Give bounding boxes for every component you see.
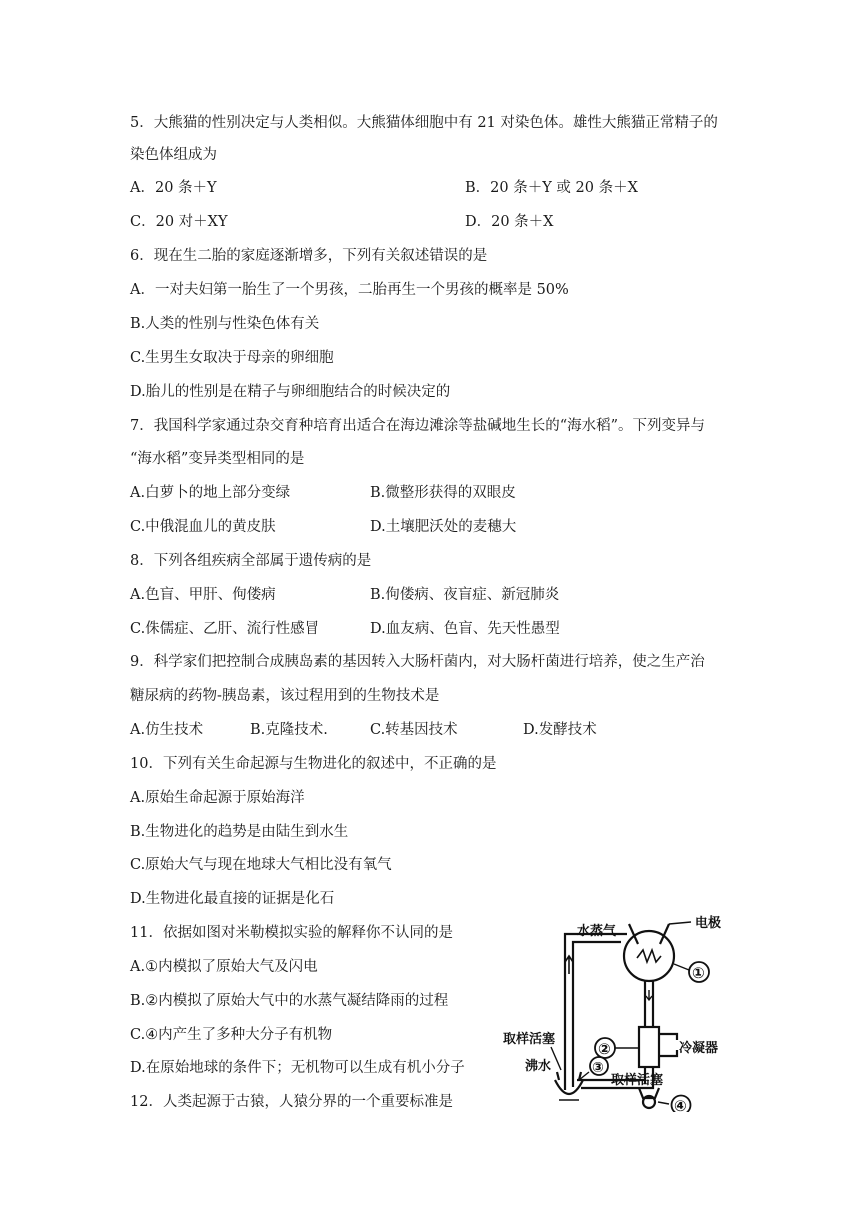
q7-option-b: B.微整形获得的双眼皮: [370, 485, 516, 501]
q8-option-d: D.血友病、色盲、先天性愚型: [370, 621, 560, 637]
q12-stem: 12．人类起源于古猿，人猿分界的一个重要标准是: [130, 1094, 453, 1110]
q6-option-b: B.人类的性别与性染色体有关: [130, 316, 320, 332]
q9-option-d: D.发酵技术: [523, 722, 597, 738]
q5-option-b: B．20 条＋Y 或 20 条＋X: [465, 180, 638, 196]
q6-option-c: C.生男生女取决于母亲的卵细胞: [130, 350, 334, 366]
diagram-label-boiling: 沸水: [525, 1059, 552, 1074]
diagram-label-vapor: 水蒸气: [577, 924, 617, 939]
q11-option-c: C.④内产生了多种大分子有机物: [130, 1027, 333, 1043]
q8-option-a: A.色盲、甲肝、佝偻病: [130, 587, 276, 603]
q10-option-b: B.生物进化的趋势是由陆生到水生: [130, 824, 349, 840]
q7-stem-line1: 7．我国科学家通过杂交育种培育出适合在海边滩涂等盐碱地生长的“海水稻”。下列变异与: [130, 418, 706, 434]
q6-option-d: D.胎儿的性别是在精子与卵细胞结合的时候决定的: [130, 384, 451, 400]
q8-option-b: B.佝偻病、夜盲症、新冠肺炎: [370, 587, 560, 603]
q5-option-d: D．20 条＋X: [465, 214, 554, 230]
q8-stem: 8．下列各组疾病全部属于遗传病的是: [130, 553, 372, 569]
diagram-number-2: ②: [598, 1040, 611, 1058]
q9-stem-line1: 9．科学家们把控制合成胰岛素的基因转入大肠杆菌内，对大肠杆菌进行培养，使之生产治: [130, 654, 705, 670]
q5-option-a: A．20 条＋Y: [130, 180, 217, 196]
q9-option-c: C.转基因技术: [370, 722, 458, 738]
diagram-label-electrode: 电极: [695, 916, 722, 931]
q10-stem: 10．下列有关生命起源与生物进化的叙述中，不正确的是: [130, 756, 497, 772]
q6-stem: 6．现在生二胎的家庭逐渐增多，下列有关叙述错误的是: [130, 248, 488, 264]
diagram-label-sampling-left: 取样活塞: [503, 1032, 556, 1047]
q11-option-d: D.在原始地球的条件下；无机物可以生成有机小分子: [130, 1060, 465, 1076]
q9-option-b: B.克隆技术.: [250, 722, 328, 738]
diagram-label-sampling-right: 取样活塞: [611, 1073, 664, 1088]
q8-option-c: C.侏儒症、乙肝、流行性感冒: [130, 621, 320, 637]
q10-option-a: A.原始生命起源于原始海洋: [130, 790, 305, 806]
q5-option-c: C．20 对＋XY: [130, 214, 228, 230]
q7-option-a: A.白萝卜的地上部分变绿: [130, 485, 291, 501]
diagram-number-4: ④: [674, 1097, 687, 1112]
q10-option-c: C.原始大气与现在地球大气相比没有氧气: [130, 857, 392, 873]
q5-stem-line1: 5．大熊猫的性别决定与人类相似。大熊猫体细胞中有 21 对染色体。雄性大熊猫正常精子的: [130, 115, 718, 131]
q7-option-c: C.中俄混血儿的黄皮肤: [130, 519, 276, 535]
q9-stem-line2: 糖尿病的药物-胰岛素，该过程用到的生物技术是: [130, 688, 440, 704]
q9-option-a: A.仿生技术: [130, 722, 204, 738]
q7-stem-line2: “海水稻”变异类型相同的是: [130, 451, 305, 467]
q11-stem: 11．依据如图对米勒模拟实验的解释你不认同的是: [130, 925, 453, 941]
q6-option-a: A．一对夫妇第一胎生了一个男孩，二胎再生一个男孩的概率是 50%: [130, 282, 569, 298]
q10-option-d: D.生物进化最直接的证据是化石: [130, 891, 335, 907]
q11-option-b: B.②内模拟了原始大气中的水蒸气凝结降雨的过程: [130, 993, 449, 1009]
diagram-number-3: ③: [592, 1060, 604, 1076]
diagram-label-condenser: 冷凝器: [679, 1041, 719, 1056]
miller-experiment-diagram: [503, 912, 741, 1112]
diagram-number-1: ①: [692, 964, 705, 982]
q5-stem-line2: 染色体组成为: [130, 147, 217, 163]
q11-option-a: A.①内模拟了原始大气及闪电: [130, 959, 318, 975]
q7-option-d: D.土壤肥沃处的麦穗大: [370, 519, 517, 535]
